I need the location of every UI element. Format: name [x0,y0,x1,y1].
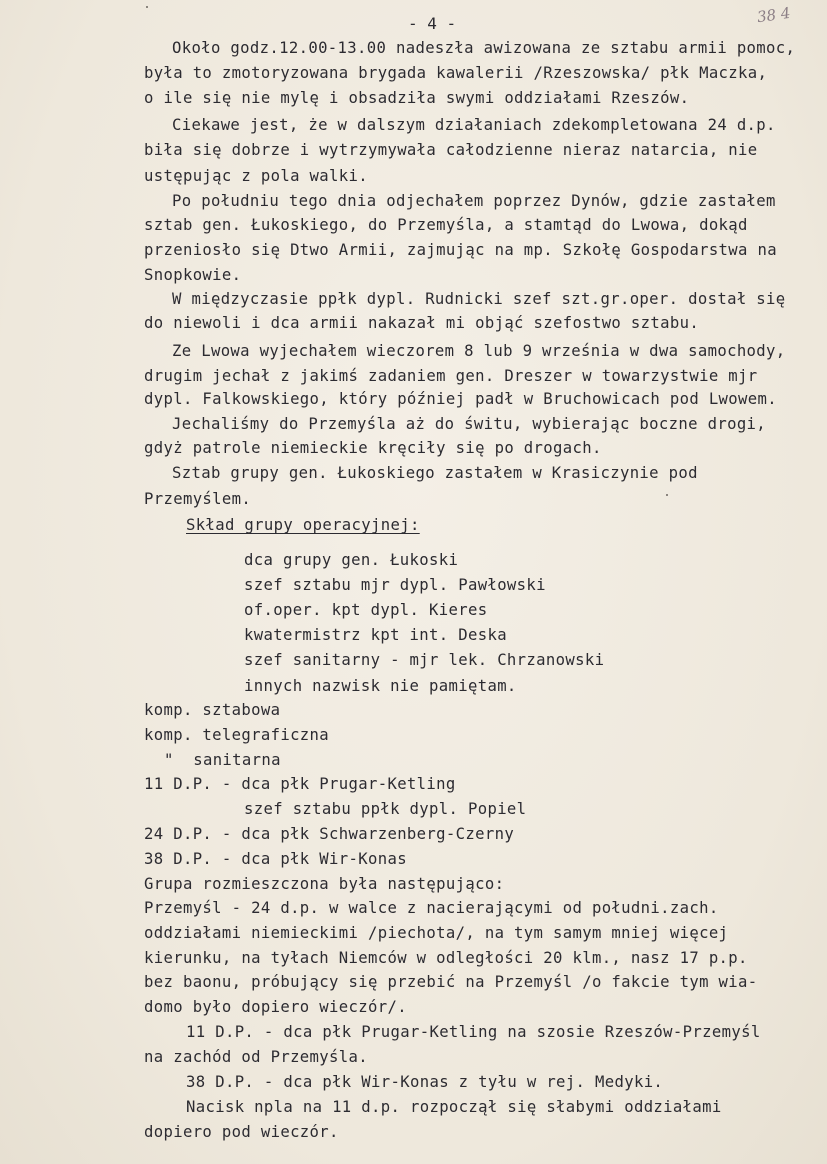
text-line: biła się dobrze i wytrzymywała całodzienne nieraz natarcia, nie [144,141,758,159]
text-line: Ze Lwowa wyjechałem wieczorem 8 lub 9 września w dwa samochody, [172,342,786,360]
text-line: Snopkowie. [144,266,242,284]
text-line: Po południu tego dnia odjechałem poprzez Dynów, gdzie zastałem [172,192,776,210]
text-line: szef sztabu mjr dypl. Pawłowski [244,576,546,594]
text-line: Nacisk npla na 11 d.p. rozpoczął się słabymi oddziałami [186,1098,722,1116]
text-line: drugim jechał z jakimś zadaniem gen. Dreszer w towarzystwie mjr [144,367,758,385]
text-line: 38 D.P. - dca płk Wir-Konas z tyłu w rej. Medyki. [186,1073,664,1091]
text-line: dopiero pod wieczór. [144,1123,339,1141]
text-line: oddziałami niemieckimi /piechota/, na tym samym mniej więcej [144,924,729,942]
text-line: of.oper. kpt dypl. Kieres [244,601,488,619]
text-line: Przemyślem. [144,490,252,508]
text-line: dca grupy gen. Łukoski [244,551,459,569]
text-line: kierunku, na tyłach Niemców w odległości 20 klm., nasz 17 p.p. [144,949,748,967]
text-line: dypl. Falkowskiego, który później padł w Bruchowicach pod Lwowem. [144,390,777,408]
text-line: była to zmotoryzowana brygada kawalerii /Rzeszowska/ płk Maczka, [144,64,768,82]
page-number: - 4 - [408,14,457,33]
text-line: Sztab grupy gen. Łukoskiego zastałem w Krasiczynie pod [172,464,698,482]
text-line: 11 D.P. - dca płk Prugar-Ketling na szosie Rzeszów-Przemyśl [186,1023,761,1041]
text-line: sztab gen. Łukoskiego, do Przemyśla, a stamtąd do Lwowa, dokąd [144,216,748,234]
text-line: Około godz.12.00-13.00 nadeszła awizowana ze sztabu armii pomoc, [172,39,796,57]
text-line: " sanitarna [164,751,281,769]
text-line: domo było dopiero wieczór/. [144,998,407,1016]
text-line: 11 D.P. - dca płk Prugar-Ketling [144,775,456,793]
archive-page-mark: 38 4 [755,3,792,27]
text-line: gdyż patrole niemieckie kręciły się po drogach. [144,439,602,457]
text-line: Grupa rozmieszczona była następująco: [144,875,505,893]
text-line: przeniosło się Dtwo Armii, zajmując na mp. Szkołę Gospodarstwa na [144,241,777,259]
text-line: komp. sztabowa [144,701,281,719]
text-line: bez baonu, próbujący się przebić na Przemyśl /o fakcie tym wia- [144,973,758,991]
text-line: do niewoli i dca armii nakazał mi objąć szefostwo sztabu. [144,314,700,332]
text-line: W międzyczasie ppłk dypl. Rudnicki szef szt.gr.oper. dostał się [172,290,786,308]
text-line: szef sanitarny - mjr lek. Chrzanowski [244,651,605,669]
text-line: ustępując z pola walki. [144,167,368,185]
text-line: kwatermistrz kpt int. Deska [244,626,507,644]
text-line: Jechaliśmy do Przemyśla aż do świtu, wybierając boczne drogi, [172,415,767,433]
text-line: komp. telegraficzna [144,726,330,744]
text-line: innych nazwisk nie pamiętam. [244,677,517,695]
text-line: na zachód od Przemyśla. [144,1048,368,1066]
text-line: Przemyśl - 24 d.p. w walce z nacierającymi od południ.zach. [144,899,719,917]
text-line: o ile się nie mylę i obsadziła swymi oddziałami Rzeszów. [144,89,690,107]
section-heading: Skład grupy operacyjnej: [186,516,420,534]
text-line: 24 D.P. - dca płk Schwarzenberg-Czerny [144,825,515,843]
text-line: Ciekawe jest, że w dalszym działaniach zdekompletowana 24 d.p. [172,116,776,134]
text-line: 38 D.P. - dca płk Wir-Konas [144,850,407,868]
paper-speck [146,6,148,8]
paper-speck [666,494,668,496]
text-line: szef sztabu ppłk dypl. Popiel [244,800,527,818]
